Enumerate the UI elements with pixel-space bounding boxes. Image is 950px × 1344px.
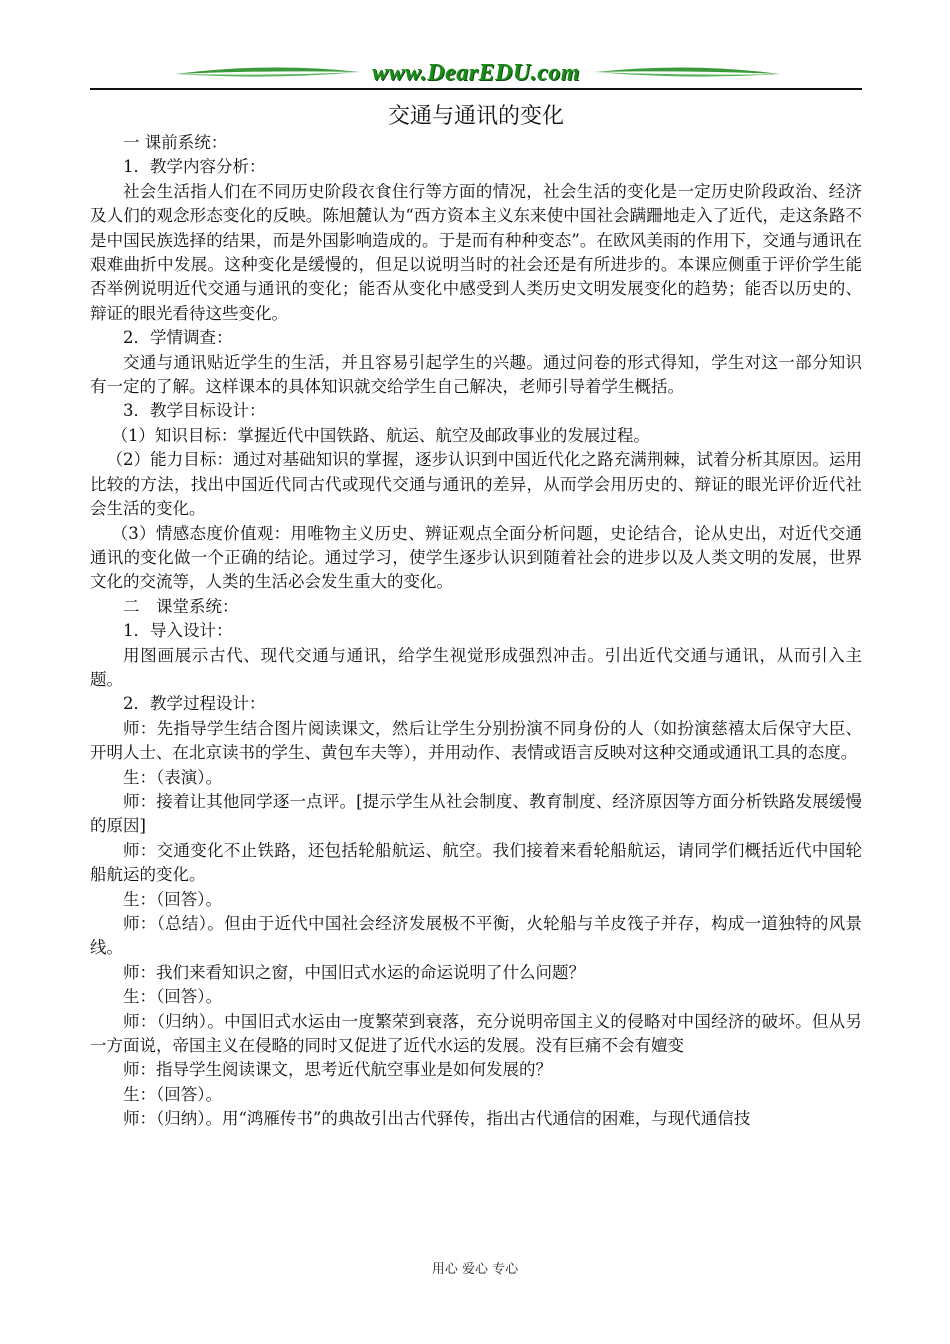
document-body: [90, 131, 862, 1132]
dialogue-line: 师：指导学生阅读课文，思考近代航空事业是如何发展的？: [123, 1060, 552, 1080]
body-paragraph: 交通与通讯贴近学生的生活，并且容易引起学生的兴趣。通过问卷的形式得知，学生对这一部分知识有一定的了解。这样课本的具体知识就交给学生自己解决，老师引导着学生概括。: [90, 352, 862, 397]
objective-item: （3）情感态度价值观：用唯物主义历史、辨证观点全面分析问题，史论结合，论从史出，对近代交通通讯的变化做一个正确的结论。通过学习，使学生逐步认识到随着社会的进步以及人类文明的发展，世界文化的交流等，人类的生活必会发生重大的变化。: [90, 523, 862, 592]
page-header: [90, 58, 862, 92]
document-title: 交通与通讯的变化: [387, 104, 564, 129]
dialogue-line: 师：先指导学生结合图片阅读课文，然后让学生分别扮演不同身份的人（如扮演慈禧太后保守大臣、开明人士、在北京读书的学生、黄包车夫等），并用动作、表情或语言反映对这种交通或通讯工具的态度。: [90, 718, 862, 763]
dialogue-line: 生：（回答）。: [123, 987, 222, 1007]
header-rule: [90, 88, 862, 90]
dialogue-line: 生：（表演）。: [123, 767, 222, 787]
site-logo: www.DearEDU.com: [372, 60, 580, 86]
objective-item: （1）知识目标：掌握近代中国铁路、航运、航空及邮政事业的发展过程。: [111, 425, 650, 445]
body-paragraph: 社会生活指人们在不同历史阶段衣食住行等方面的情况，社会生活的变化是一定历史阶段政治、经济及人们的观念形态变化的反映。陈旭麓认为“西方资本主义东来使中国社会蹒跚地走入了近代，走这条路不是中国民族选择的结果，而是外国影响造成的。于是而有种种变态”。在欧风美雨的作用下，交通与通讯在艰难曲折中发展。这种变化是缓慢的，但足以说明当时的社会还是有所进步的。本课应侧重于评价学生能否举例说明近代交通与通讯的变化；能否从变化中感受到人类历史文明发展变化的趋势；能否以历史的、辩证的眼光看待这些变化。: [90, 181, 862, 323]
dialogue-line: 师：交通变化不止铁路，还包括轮船航运、航空。我们接着来看轮船航运，请同学们概括近代中国轮船航运的变化。: [90, 840, 862, 885]
dialogue-line: 生：（回答）。: [123, 889, 222, 909]
dialogue-line: 师：接着让其他同学逐一点评。[提示学生从社会制度、教育制度、经济原因等方面分析铁路发展缓慢的原因]: [90, 791, 862, 836]
subsection-heading: 2．教学过程设计：: [123, 694, 266, 714]
subsection-heading: 1．教学内容分析：: [123, 157, 266, 177]
section-heading: 二 课堂系统：: [123, 596, 239, 616]
objective-item: （2）能力目标：通过对基础知识的掌握，逐步认识到中国近代化之路充满荆棘，试着分析其原因。运用比较的方法，找出中国近代同古代或现代交通与通讯的差异，从而学会用历史的、辩证的眼光评价近代社会生活的变化。: [90, 450, 862, 519]
dialogue-line: 师：（总结）。但由于近代中国社会经济发展极不平衡，火轮船与羊皮筏子并存，构成一道独特的风景线。: [90, 914, 862, 958]
dialogue-line: 师：（归纳）。中国旧式水运由一度繁荣到衰落，充分说明帝国主义的侵略对中国经济的破坏。但从另一方面说，帝国主义在侵略的同时又促进了近代水运的发展。没有巨痛不会有嬗变: [90, 1011, 862, 1056]
body-paragraph: 用图画展示古代、现代交通与通讯，给学生视觉形成强烈冲击。引出近代交通与通讯，从而引入主题。: [90, 645, 862, 689]
section-heading: 一 课前系统：: [123, 133, 228, 152]
subsection-heading: 1．导入设计：: [123, 621, 233, 641]
dialogue-line: 师：我们来看知识之窗，中国旧式水运的命运说明了什么问题？: [123, 962, 585, 982]
page-footer: 用心 爱心 专心: [431, 1262, 519, 1277]
dialogue-line: 师：（归纳）。用“鸿雁传书”的典故引出古代驿传，指出古代通信的困难，与现代通信技: [123, 1109, 751, 1129]
subsection-heading: 3．教学目标设计：: [123, 401, 266, 421]
subsection-heading: 2．学情调查：: [123, 328, 233, 348]
dialogue-line: 生：（回答）。: [123, 1084, 222, 1104]
